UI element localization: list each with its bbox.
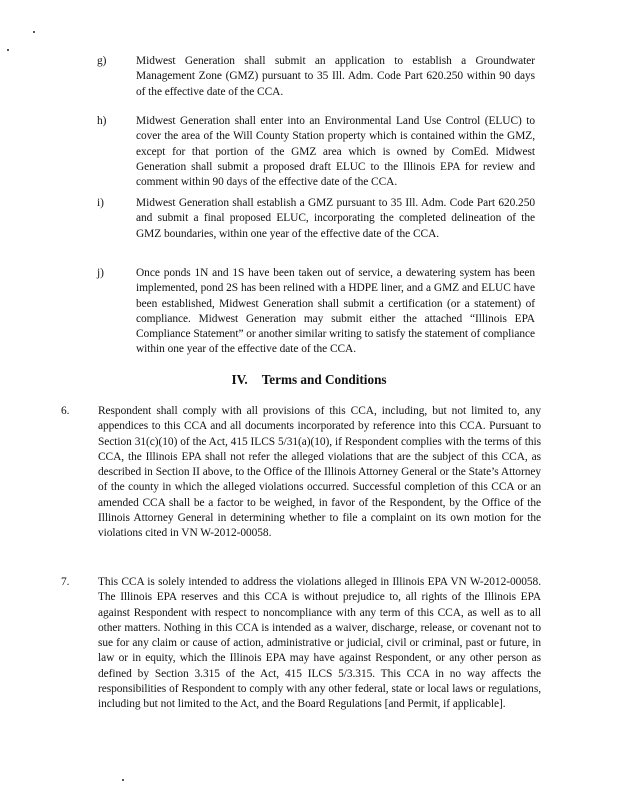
subsection-label: h) [97,115,107,127]
numbered-paragraph-6 [61,404,541,574]
subsection-h [97,114,537,189]
subsection-label: i) [97,197,104,209]
paragraph-number: 7. [61,576,70,588]
paragraph-text: This CCA is solely intended to address the violations alleged in Illinois EPA VN W-2012-00058. The Illinois EPA reserves and this CCA is without prejudice to, all rights of the Illinois EPA against Respondent with respect to noncompliance with any term of this CCA, as well as to all other matters. Nothing in this CCA is intended as a waiver, discharge, release, or covenant not to sue for any claim or cause of action, administrative or judicial, civil or criminal, past or future, in law or in equity, which the Illinois EPA may have against Respondent, or any other person as defined by Section 3.315 of the Act, 415 ILCS 5/3.315. This CCA in no way affects the responsibilities of Respondent to comply with any other federal, state or local laws or regulations, including but not limited to the Act, and the Board Regulations [and Permit, if applicable]. [98,576,541,711]
subsection-i [97,196,537,260]
subsection-text: Midwest Generation shall establish a GMZ pursuant to 35 Ill. Adm. Code Part 620.250 and submit a final proposed ELUC, incorporating the completed delineation of the GMZ boundaries, within one year of the effective date of the CCA. [136,197,535,240]
subsection-g [97,54,537,102]
scan-speck [33,31,35,33]
scan-speck [122,779,124,781]
subsection-text: Midwest Generation shall submit an application to establish a Groundwater Management Zone (GMZ) pursuant to 35 Ill. Adm. Code Part 620.250 within 90 days of the effective date of the CCA. [136,55,535,98]
subsection-label: j) [97,267,104,279]
section-title: Terms and Conditions [261,372,387,387]
subsection-text: Midwest Generation shall enter into an Environmental Land Use Control (ELUC) to cover the area of the Will County Station property which is contained within the GMZ, except for that portion of the GMZ area which is owned by ComEd. Midwest Generation shall submit a proposed draft ELUC to the Illinois EPA for review and comment within 90 days of the effective date of the CCA. [136,115,535,189]
scan-speck [7,49,9,51]
subsection-text: Once ponds 1N and 1S have been taken out of service, a dewatering system has been implemented, pond 2S has been relined with a HDPE liner, and a GMZ and ELUC have been established, Midwest Generation shall submit a certification (or a statement) of compliance. Midwest Generation may submit either the attached “Illinois EPA Compliance Statement” or another similar writing to satisfy the statement of compliance within one year of the effective date of the CCA. [136,267,535,356]
paragraph-number: 6. [61,405,70,417]
section-number: IV. [231,372,248,387]
section-heading [0,372,618,388]
paragraph-text: Respondent shall comply with all provisions of this CCA, including, but not limited to, any appendices to this CCA and all documents incorporated by reference into this CCA. Pursuant to Section 31(c)(10) of the Act, 415 ILCS 5/31(a)(10), if Respondent complies with the terms of this CCA, the Illinois EPA shall not refer the alleged violations that are the subject of this CCA, as described in Section II above, to the Office of the Illinois Attorney General or the State’s Attorney of the county in which the alleged violations occurred. Successful completion of this CCA or an amended CCA shall be a factor to be weighed, in favor of the Respondent, by the Office of the Illinois Attorney General in determining whether to file a complaint on its own motion for the violations cited in VN W-2012-00058. [98,405,541,540]
numbered-paragraph-7 [61,575,541,765]
subsection-j [97,266,537,362]
subsection-label: g) [97,55,107,67]
